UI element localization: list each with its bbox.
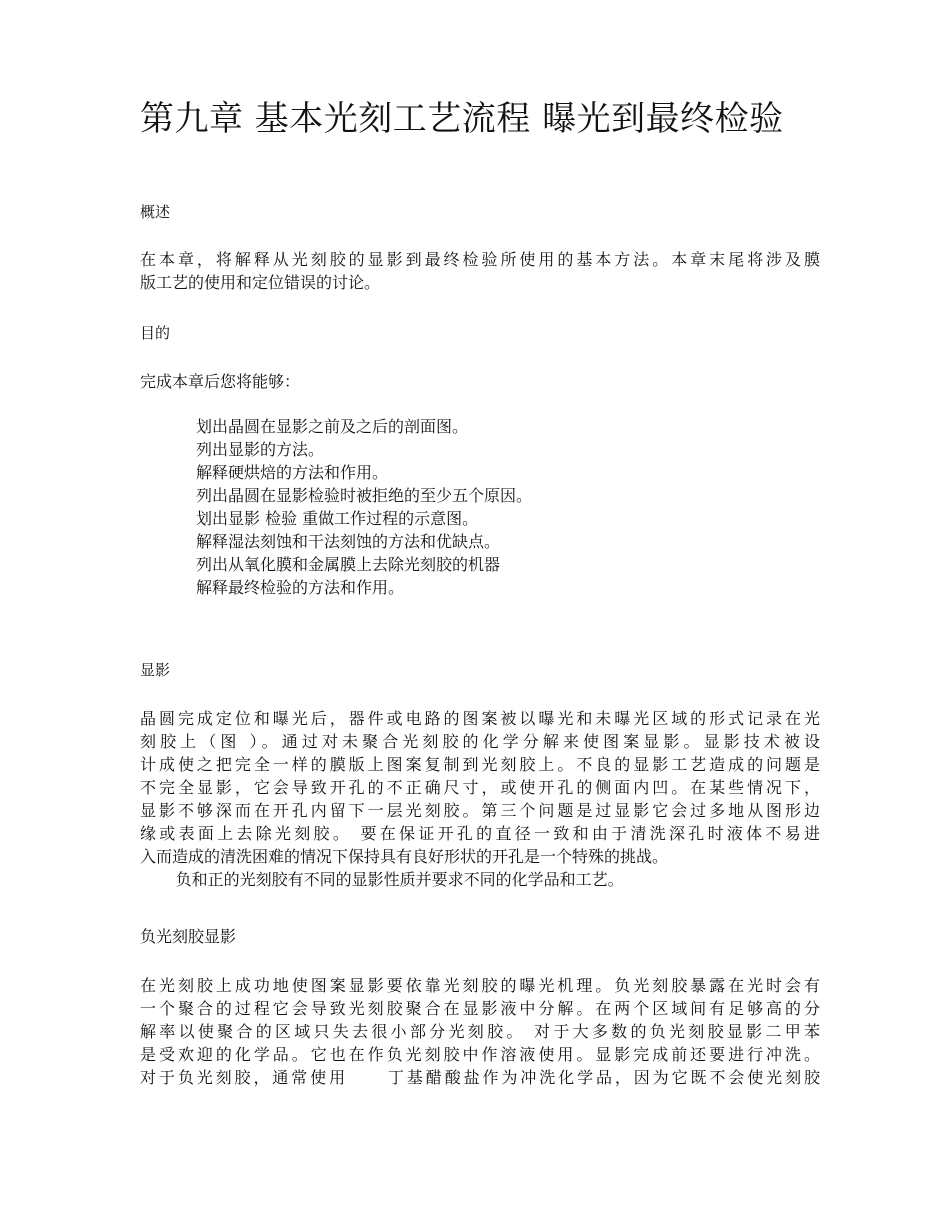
list-item: 列出从氧化膜和金属膜上去除光刻胶的机器 [196, 555, 501, 574]
paragraph-line: 入而造成的清洗困难的情况下保持具有良好形状的开孔是一个特殊的挑战。 [140, 847, 669, 866]
paragraph-line: 解率以使聚合的区域只失去很小部分光刻胶。 对于大多数的负光刻胶显影二甲苯 [140, 1022, 820, 1041]
list-item: 划出晶圆在显影之前及之后的剖面图。 [196, 417, 469, 436]
objectives-intro: 完成本章后您将能够： [140, 372, 301, 391]
paragraph-line: 刻胶上（图 ）。通过对未聚合光刻胶的化学分解来使图案显影。显影技术被设 [140, 732, 820, 751]
paragraph-line: 对于负光刻胶，通常使用 丁基醋酸盐作为冲洗化学品，因为它既不会使光刻胶 [140, 1068, 820, 1087]
paragraph-line: 晶圆完成定位和曝光后，器件或电路的图案被以曝光和未曝光区域的形式记录在光 [140, 709, 820, 728]
list-item: 解释湿法刻蚀和干法刻蚀的方法和优缺点。 [196, 532, 501, 551]
paragraph-line: 缘或表面上去除光刻胶。 要在保证开孔的直径一致和由于清洗深孔时液体不易进 [140, 824, 820, 843]
list-item: 解释硬烘焙的方法和作用。 [196, 463, 389, 482]
paragraph-line: 负和正的光刻胶有不同的显影性质并要求不同的化学品和工艺。 [140, 870, 624, 889]
overview-heading: 概述 [140, 203, 171, 221]
list-item: 列出显影的方法。 [196, 440, 325, 459]
paragraph-line: 显影不够深而在开孔内留下一层光刻胶。第三个问题是过显影它会过多地从图形边 [140, 801, 820, 820]
paragraph-line: 一个聚合的过程它会导致光刻胶聚合在显影液中分解。在两个区域间有足够高的分 [140, 999, 820, 1018]
paragraph-line: 是受欢迎的化学品。它也在作负光刻胶中作溶液使用。显影完成前还要进行冲洗。 [140, 1045, 820, 1064]
list-item: 划出显影 检验 重做工作过程的示意图。 [196, 509, 479, 528]
chapter-title: 第九章 基本光刻工艺流程 曝光到最终检验 [140, 99, 784, 139]
objectives-heading: 目的 [140, 324, 171, 342]
overview-paragraph [140, 248, 820, 294]
paragraph-line: 计成使之把完全一样的膜版上图案复制到光刻胶上。不良的显影工艺造成的问题是 [140, 755, 820, 774]
development-paragraph [140, 707, 820, 891]
negative-development-heading: 负光刻胶显影 [140, 927, 237, 946]
paragraph-line: 不完全显影，它会导致开孔的不正确尺寸，或使开孔的侧面内凹。在某些情况下， [140, 778, 820, 797]
paragraph-line: 在光刻胶上成功地使图案显影要依靠光刻胶的曝光机理。负光刻胶暴露在光时会有 [140, 976, 820, 995]
negative-development-paragraph [140, 974, 820, 1089]
list-item: 列出晶圆在显影检验时被拒绝的至少五个原因。 [196, 486, 533, 505]
objectives-list [196, 415, 532, 599]
paragraph-line: 版工艺的使用和定位错误的讨论。 [140, 273, 381, 292]
development-heading: 显影 [140, 661, 171, 679]
paragraph-line: 在本章，将解释从光刻胶的显影到最终检验所使用的基本方法。本章末尾将涉及膜 [140, 250, 820, 269]
list-item: 解释最终检验的方法和作用。 [196, 578, 405, 597]
